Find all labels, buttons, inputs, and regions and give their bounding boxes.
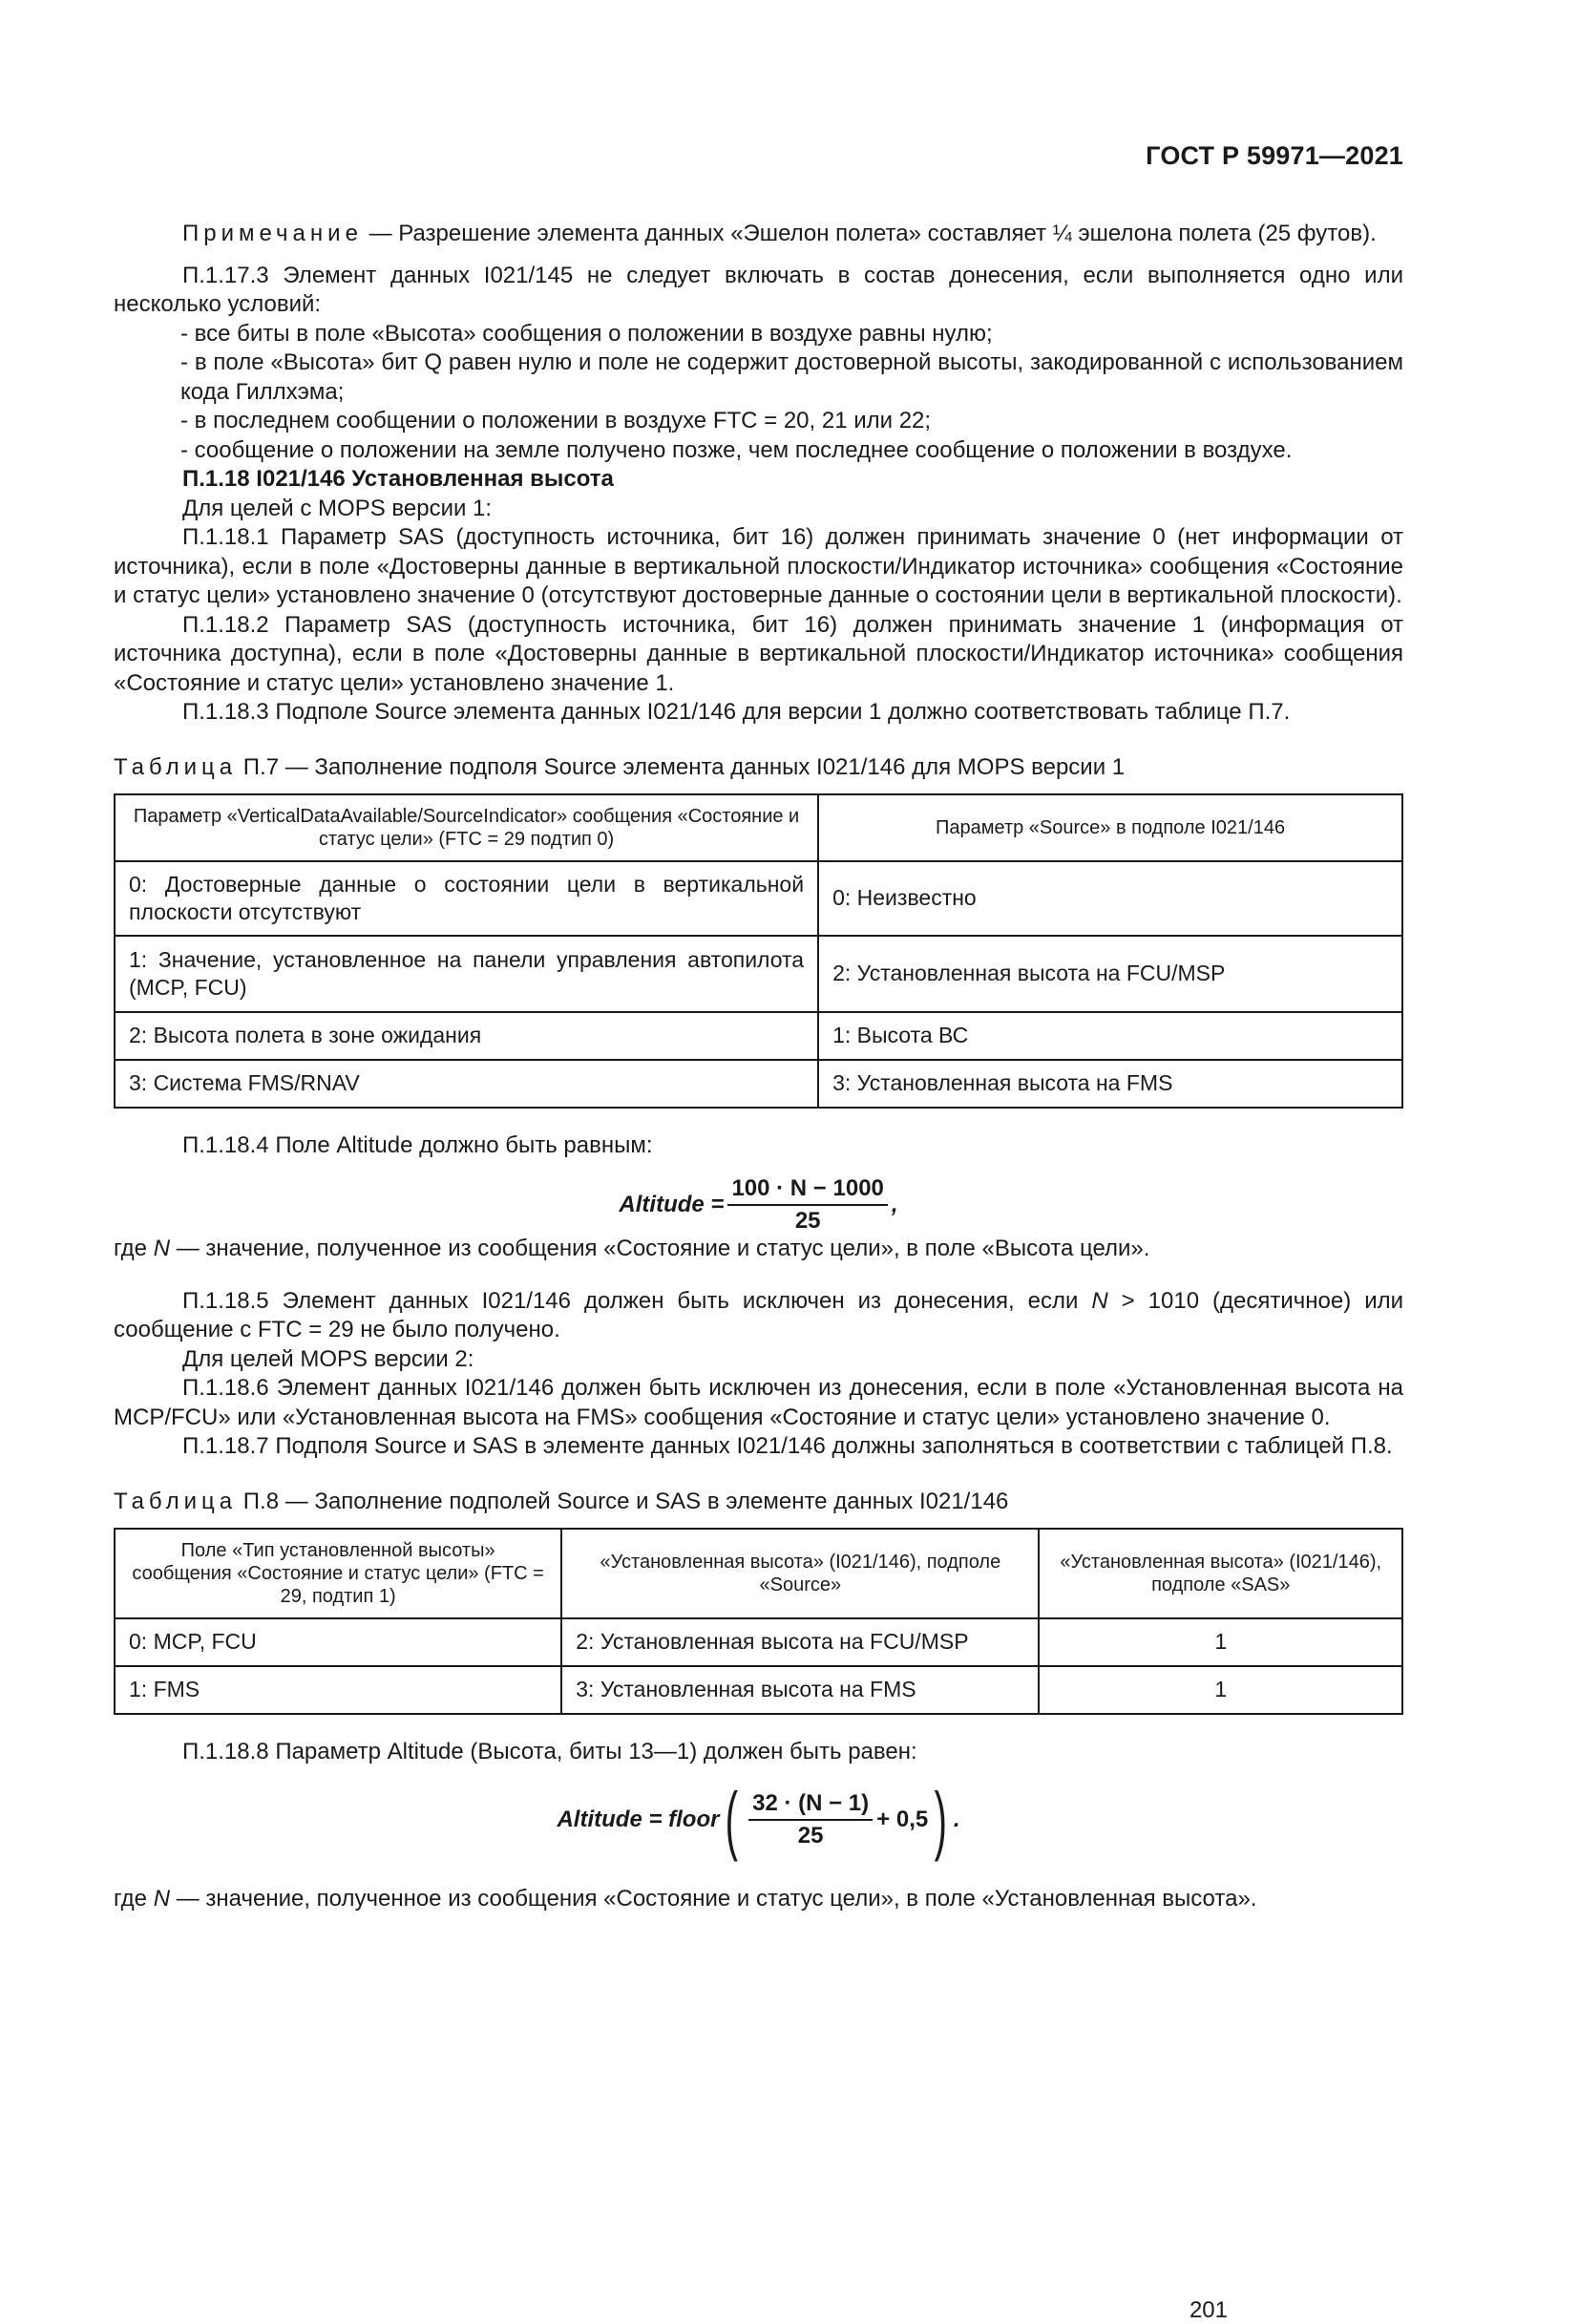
table-cell: 1: FMS [115, 1666, 561, 1714]
table7-caption [114, 753, 1403, 782]
section-heading: П.1.18 I021/146 Установленная высота [182, 466, 614, 492]
table-row [115, 1618, 1402, 1666]
where-prefix: где [114, 1886, 154, 1912]
table-7 [114, 793, 1403, 1109]
clause-text: > 1010 (десятичное) или сообщение с FTC = 29 не было получено. [114, 1287, 1404, 1342]
formula-denominator: 25 [797, 1823, 824, 1849]
clause-p1-18-4: П.1.18.4 Поле Altitude должно быть равным: [182, 1131, 653, 1158]
table-cell: 2: Установленная высота на FCU/MSP [561, 1618, 1039, 1666]
var-n: N [153, 1886, 171, 1912]
table-cell: 2: Установленная высота на FCU/MSP [818, 936, 1402, 1012]
table-cell: 3: Система FMS/RNAV [115, 1060, 818, 1108]
note-label: Примечание [182, 221, 363, 246]
where-n-2 [114, 1885, 1403, 1914]
table7-header-cell: Параметр «VerticalDataAvailable/SourceIndicator» сообщения «Состояние и статус цели» (FTC = 29 подтип 0) [115, 794, 818, 861]
note-paragraph [114, 220, 1403, 249]
clause-p1-17-3: П.1.17.3 Элемент данных I021/145 не следует включать в состав донесения, если выполняется одно или несколько условий: [114, 262, 1403, 317]
note-text: — Разрешение элемента данных «Эшелон полета» составляет ¼ эшелона полета (25 футов). [362, 221, 1377, 246]
formula-expression [557, 1777, 960, 1862]
var-n: N [153, 1236, 171, 1261]
table-cell: 1 [1039, 1666, 1402, 1714]
left-paren: ( [726, 1777, 739, 1862]
formula-denominator: 25 [794, 1208, 821, 1234]
table-cell: 0: MCP, FCU [115, 1618, 561, 1666]
table8-header-cell: Поле «Тип установленной высоты» сообщения «Состояние и статус цели» (FTC = 29, подтип 1) [115, 1529, 561, 1618]
table8-caption-label: Таблица [114, 1488, 238, 1514]
list-item: - в поле «Высота» бит Q равен нулю и поле не содержит достоверной высоты, закодированной с использованием кода Гиллхэма; [180, 349, 1403, 405]
page-number: 201 [1189, 2297, 1228, 2323]
formula-tail: , [891, 1192, 898, 1217]
clause-p1-18-3: П.1.18.3 Подполе Source элемента данных I021/146 для версии 1 должно соответствовать таблице П.7. [182, 699, 1291, 725]
table-cell: 0: Достоверные данные о состоянии цели в вертикальной плоскости отсутствуют [115, 861, 818, 936]
clause-p1-18-5 [114, 1287, 1403, 1345]
mops2-label: Для целей MOPS версии 2: [182, 1345, 474, 1372]
table-cell: 1: Высота ВС [818, 1012, 1402, 1060]
list-item: - в последнем сообщении о положении в воздухе FTC = 20, 21 или 22; [180, 408, 932, 433]
table7-caption-label: Таблица [114, 753, 238, 780]
clause-p1-18-8: П.1.18.8 Параметр Altitude (Высота, биты 13—1) должен быть равен: [182, 1738, 917, 1764]
clause-p1-18-1: П.1.18.1 Параметр SAS (доступность источника, бит 16) должен принимать значение 0 (нет информации от источника), если в поле «Достоверны данные в вертикальной плоскости/Индикатор источника» сообщения «Состояние и статус цели» установлено значение 0 (отсутствуют достоверные данные о состоянии цели в вертикальной плоскости). [114, 524, 1403, 608]
table8-header-cell: «Установленная высота» (I021/146), подполе «Source» [561, 1529, 1039, 1618]
formula-fraction [748, 1790, 873, 1849]
formula-lhs: Altitude = floor [557, 1806, 720, 1832]
where-rest: — значение, полученное из сообщения «Состояние и статус цели», в поле «Установленная высота». [170, 1886, 1257, 1912]
formula-numerator: 32 · (N − 1) [748, 1790, 873, 1821]
table-cell: 3: Установленная высота на FMS [818, 1060, 1402, 1108]
formula-plus: + 0,5 [876, 1806, 929, 1832]
table-cell: 1 [1039, 1618, 1402, 1666]
table7-header-cell: Параметр «Source» в подполе I021/146 [818, 794, 1402, 861]
table-row [115, 1012, 1402, 1060]
table-row [115, 936, 1402, 1012]
where-rest: — значение, полученное из сообщения «Состояние и статус цели», в поле «Высота цели». [170, 1236, 1150, 1261]
clause-text: П.1.18.5 Элемент данных I021/146 должен быть исключен из донесения, если [182, 1287, 1092, 1314]
formula-lhs: Altitude = [619, 1192, 725, 1217]
document-id-header: ГОСТ Р 59971—2021 [1146, 141, 1403, 170]
where-n-1 [114, 1235, 1403, 1264]
table-cell: 1: Значение, установленное на панели управления автопилота (MCP, FCU) [115, 936, 818, 1012]
table8-caption-text: П.8 — Заполнение подполей Source и SAS в элементе данных I021/146 [237, 1488, 1009, 1514]
table8-caption [114, 1488, 1403, 1516]
clause-p1-18-6: П.1.18.6 Элемент данных I021/146 должен быть исключен из донесения, если в поле «Установленная высота на MCP/FCU» или «Установленная высота на FMS» сообщения «Состояние и статус цели» установлено значение 0. [114, 1375, 1403, 1430]
table-cell: 0: Неизвестно [818, 861, 1402, 936]
table-8 [114, 1528, 1403, 1715]
table-row [115, 1060, 1402, 1108]
clause-p1-18-2: П.1.18.2 Параметр SAS (доступность источника, бит 16) должен принимать значение 1 (информация от источника доступна), если в поле «Достоверны данные в вертикальной плоскости/Индикатор источника» сообщения «Состояние и статус цели» установлено значение 1. [114, 611, 1403, 696]
formula-expression [619, 1175, 897, 1235]
table-cell: 3: Установленная высота на FMS [561, 1666, 1039, 1714]
list-item: - сообщение о положении на земле получено позже, чем последнее сообщение о положении в воздухе. [180, 436, 1293, 463]
table-row [115, 861, 1402, 936]
right-paren: ) [934, 1777, 948, 1862]
table-header-row [115, 794, 1402, 861]
formula-fraction [727, 1175, 887, 1235]
formula-numerator: 100 · N − 1000 [727, 1175, 887, 1206]
where-prefix: где [114, 1236, 154, 1261]
table8-header-cell: «Установленная высота» (I021/146), подполе «SAS» [1039, 1529, 1402, 1618]
altitude-formula-2 [114, 1777, 1403, 1870]
formula-tail: . [953, 1806, 960, 1832]
table7-caption-text: П.7 — Заполнение подполя Source элемента данных I021/146 для MOPS версии 1 [237, 753, 1126, 780]
mops1-label: Для целей с MOPS версии 1: [182, 495, 493, 521]
clause-p1-18-7: П.1.18.7 Подполя Source и SAS в элементе данных I021/146 должны заполняться в соответствии с таблицей П.8. [182, 1433, 1393, 1459]
var-n: N [1091, 1287, 1108, 1314]
list-item: - все биты в поле «Высота» сообщения о положении в воздухе равны нулю; [180, 320, 993, 347]
table-header-row [115, 1529, 1402, 1618]
table-row [115, 1666, 1402, 1714]
table-cell: 2: Высота полета в зоне ожидания [115, 1012, 818, 1060]
